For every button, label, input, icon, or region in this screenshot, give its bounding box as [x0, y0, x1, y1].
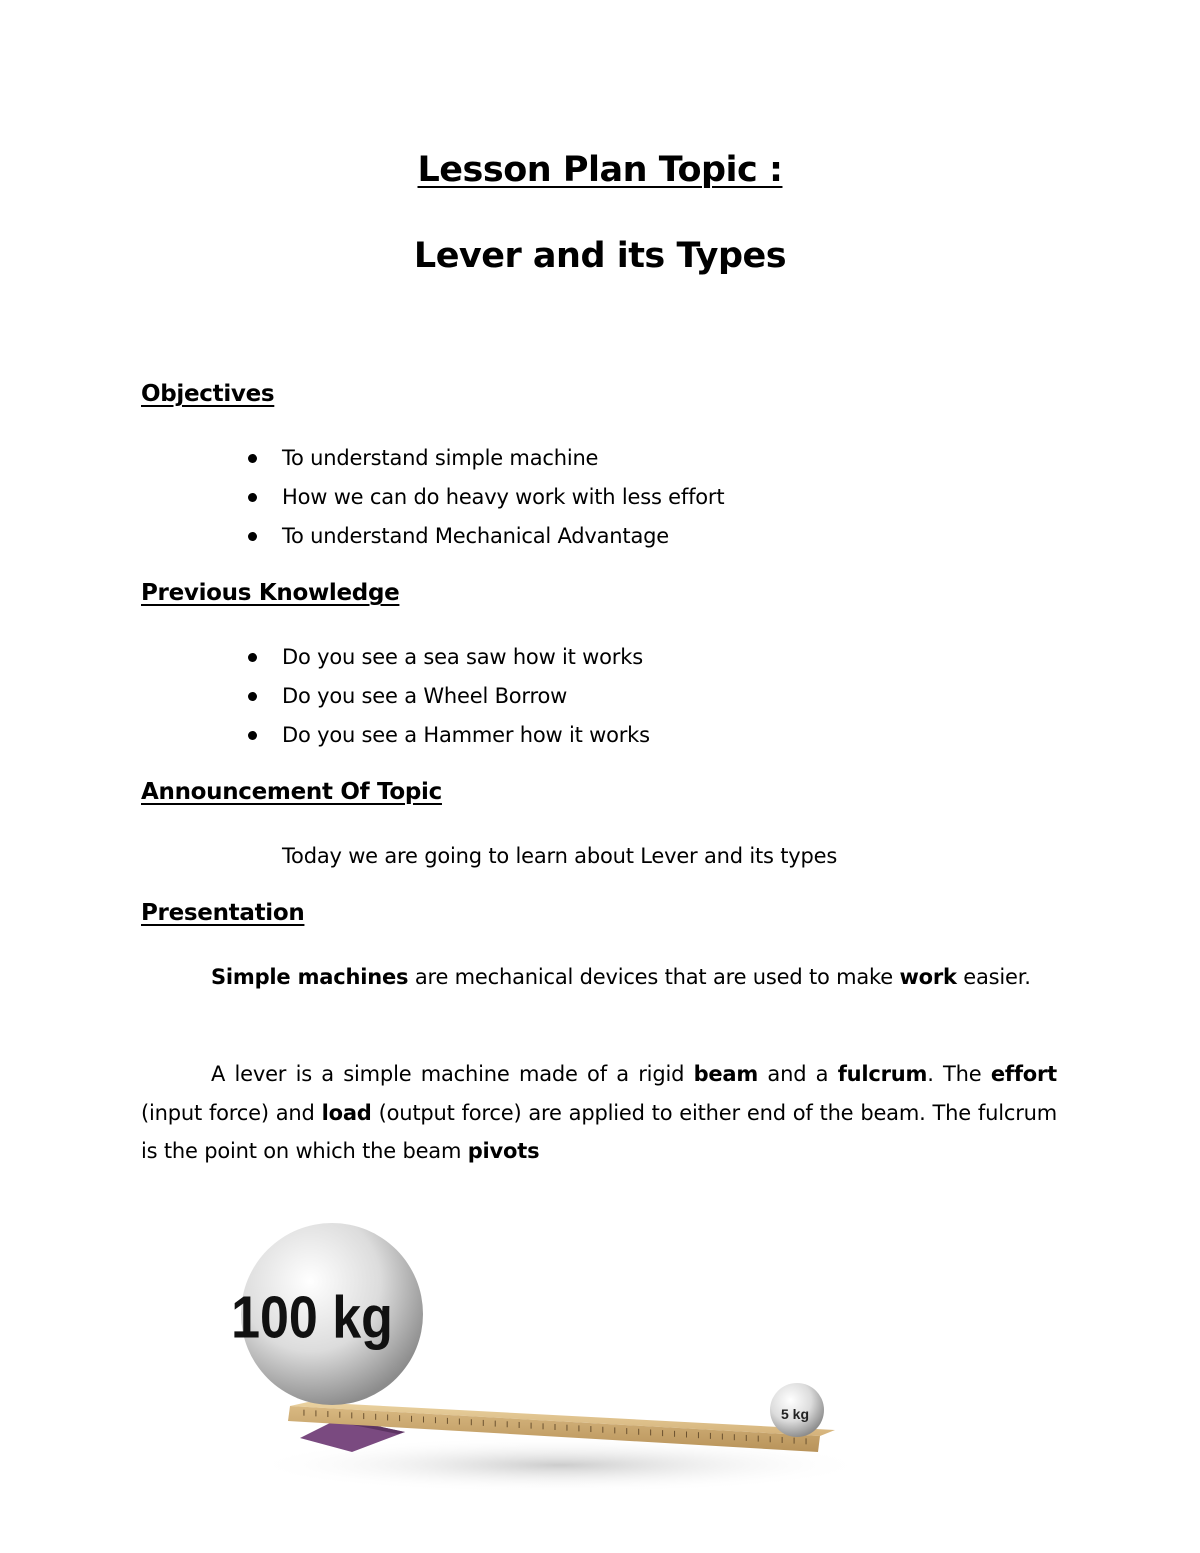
previous-knowledge-list [245, 644, 650, 761]
list-item: How we can do heavy work with less effort [245, 484, 724, 523]
list-item: Do you see a Hammer how it works [245, 722, 650, 761]
bullet-icon [248, 653, 257, 662]
lesson-topic-title: Lever and its Types [413, 236, 787, 276]
heavy-weight-label: 100 kg [231, 1282, 393, 1351]
objectives-heading: Objectives [141, 381, 275, 407]
list-item: Do you see a Wheel Borrow [245, 683, 650, 722]
list-item: To understand Mechanical Advantage [245, 523, 724, 562]
bullet-icon [248, 454, 257, 463]
lever-illustration [230, 1220, 850, 1500]
bullet-icon [248, 532, 257, 541]
previous-knowledge-heading: Previous Knowledge [141, 580, 400, 606]
lesson-plan-title: Lesson Plan Topic : [417, 150, 783, 190]
announcement-heading: Announcement Of Topic [141, 779, 442, 805]
bullet-icon [248, 692, 257, 701]
presentation-paragraph-1: Simple machines are mechanical devices that are used to make work easier. [211, 965, 1031, 989]
announcement-text: Today we are going to learn about Lever and its types [282, 844, 838, 868]
light-weight-label: 5 kg [780, 1406, 810, 1422]
presentation-heading: Presentation [141, 900, 305, 926]
bullet-icon [248, 493, 257, 502]
objectives-list [245, 445, 724, 562]
list-item: To understand simple machine [245, 445, 724, 484]
bullet-icon [248, 731, 257, 740]
list-item: Do you see a sea saw how it works [245, 644, 650, 683]
presentation-paragraph-2: A lever is a simple machine made of a rigid beam and a fulcrum. The effort (input force) and load (output force) are applied to either end of the beam. The fulcrum is the point on which the beam pivots [141, 1062, 1057, 1163]
lever-diagram [230, 1220, 850, 1500]
